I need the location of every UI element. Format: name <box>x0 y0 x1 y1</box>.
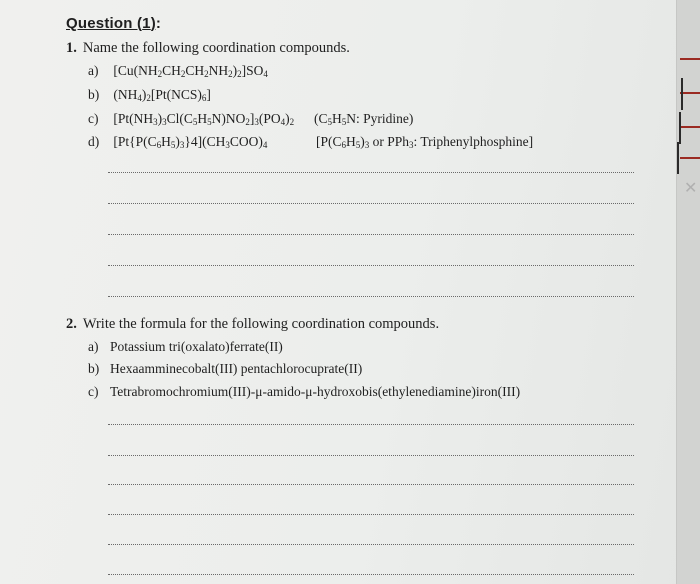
answer-line[interactable] <box>108 574 634 575</box>
question-1-prompt: 1. Name the following coordination compounds. <box>66 40 350 56</box>
answer-line[interactable] <box>108 424 634 425</box>
q1-item-a: a) $[Cu(NH_2CH_2CH_2NH_2)_2]SO_4$ <box>88 63 268 79</box>
answer-line[interactable] <box>108 455 634 456</box>
answer-line[interactable] <box>108 514 634 515</box>
edge-red-mark <box>680 126 700 128</box>
q1-note-pyridine: ($C_5H_5N$: Pyridine) <box>314 111 414 127</box>
answer-line[interactable] <box>108 234 634 235</box>
answer-line[interactable] <box>108 484 634 485</box>
question-title: Question (1): <box>66 15 162 32</box>
q1-item-b: b) $(NH_4)_2[Pt(NCS)_6]$ <box>88 87 211 103</box>
close-icon: ✕ <box>684 178 698 197</box>
q1-item-d: d) $[Pt\{P(C_6H_5)_3\}4](CH_3COO)_4$ <box>88 134 268 150</box>
q1-note-triphenylphosphine: [$P(C_6H_5)_3$ or PPh$_3$: Triphenylphosphine] <box>316 134 534 150</box>
edge-tick <box>679 112 681 144</box>
answer-line[interactable] <box>108 265 634 266</box>
answer-line[interactable] <box>108 544 634 545</box>
edge-tick <box>681 78 683 110</box>
edge-red-mark <box>680 157 700 159</box>
question-2-prompt: 2. Write the formula for the following coordination compounds. <box>66 316 440 332</box>
answer-line[interactable] <box>108 296 634 297</box>
edge-tick <box>677 142 679 174</box>
q1-item-c: c) $[Pt(NH_3)_3Cl(C_5H_5N)NO_2]_3(PO_4)_2$ <box>88 111 295 127</box>
q2-item-c: c) Tetrabromochromium(III)-μ-amido-μ-hydroxobis(ethylenediamine)iron(III) <box>88 384 521 399</box>
adjacent-page-edge <box>676 0 700 584</box>
answer-line[interactable] <box>108 172 634 173</box>
edge-red-mark <box>680 58 700 60</box>
q2-item-a: a) Potassium tri(oxalato)ferrate(II) <box>88 339 283 354</box>
q2-item-b: b) Hexaamminecobalt(III) pentachlorocuprate(II) <box>88 361 363 376</box>
answer-line[interactable] <box>108 203 634 204</box>
edge-red-mark <box>680 92 700 94</box>
